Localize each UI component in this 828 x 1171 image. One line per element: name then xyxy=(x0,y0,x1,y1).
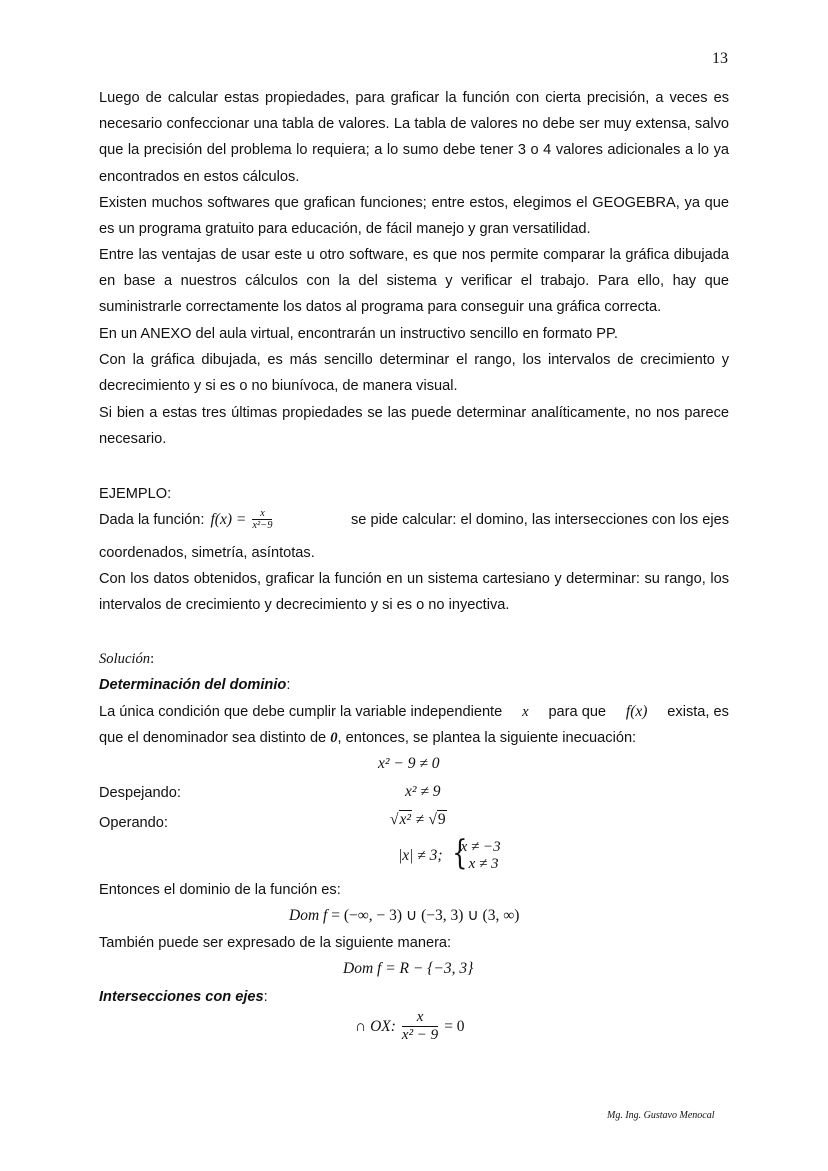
function-denominator: x²−9 xyxy=(252,520,273,532)
function-fraction xyxy=(252,508,272,532)
alt-equation-lhs: Dom f xyxy=(343,960,382,977)
domain-heading xyxy=(99,672,290,698)
condition-text-c: exista, es xyxy=(667,704,729,720)
example-intro-rest: se pide calcular: el domino, las intersecciones con los ejes xyxy=(350,512,729,528)
alt-equation-rhs: = R − {−3, 3} xyxy=(385,960,474,977)
condition-text-b: para que xyxy=(548,704,607,720)
solution-label xyxy=(99,646,154,672)
example-intro-line xyxy=(99,507,729,533)
example-heading: EJEMPLO: xyxy=(99,486,172,502)
sqrt-right xyxy=(428,811,446,829)
sqrt-right-radicand: 9 xyxy=(437,811,446,828)
domain-heading-text: Determinación del dominio xyxy=(99,677,287,693)
ox-numerator: x xyxy=(402,1010,438,1027)
sqrt-left xyxy=(390,811,412,829)
case-1: x ≠ −3 xyxy=(460,839,501,855)
condition-line2-b: , entonces, se plantea la siguiente inecuación: xyxy=(337,730,637,746)
cases-system xyxy=(451,833,501,873)
sqrt-left-radicand: x² xyxy=(399,811,412,828)
domain-intro: Entonces el dominio de la función es: xyxy=(99,882,341,898)
intersections-heading-colon: : xyxy=(263,989,268,1005)
ox-fraction xyxy=(402,1010,438,1043)
paragraph-table-of-values: Luego de calcular estas propiedades, para graficar la función con cierta precisión, a veces es necesario confeccionar una tabla de valores. La tabla de valores no debe ser muy extensa, salvo que la precisión del problema lo requiera; a lo sumo debe tener 3 o 4 valores adicionales a lo ya encontrados en estos cálculos. xyxy=(99,90,729,185)
footer-author: Mg. Ing. Gustavo Menocal xyxy=(607,1110,715,1121)
radical-symbol-icon: √ xyxy=(390,811,399,828)
condition-function: f(x) xyxy=(625,703,648,720)
paragraph-software: Existen muchos softwares que grafican funciones; entre estos, elegimos el GEOGEBRA, ya que es un programa gratuito para educación, de fácil manejo y gran versatilidad. xyxy=(99,195,729,238)
function-lhs: f(x) = xyxy=(210,511,247,528)
case-2: x ≠ 3 xyxy=(468,856,499,872)
condition-line1 xyxy=(99,699,729,725)
domain-equation-lhs: Dom f xyxy=(289,907,328,924)
solution-label-colon: : xyxy=(150,651,155,667)
domain-heading-colon: : xyxy=(286,677,291,693)
alt-domain-equation xyxy=(343,960,473,978)
intersections-heading xyxy=(99,984,268,1010)
intersections-heading-text: Intersecciones con ejes xyxy=(99,989,264,1005)
condition-zero: 0 xyxy=(330,730,338,746)
paragraph-graph-properties: Con la gráfica dibujada, es más sencillo determinar el rango, los intervalos de crecimiento y decrecimiento y si es o no biunívoca, de manera visual. xyxy=(99,352,729,395)
despejando-label: Despejando: xyxy=(99,785,181,801)
domain-equation xyxy=(289,906,519,925)
example-intro-line2: coordenados, simetría, asíntotas. xyxy=(99,545,315,561)
example-intro-start: Dada la función: xyxy=(99,512,205,528)
equation-despejando: x² ≠ 9 xyxy=(405,783,441,800)
radical-symbol-icon: √ xyxy=(428,811,437,828)
ox-label: ∩ OX: xyxy=(355,1017,396,1035)
paragraph-advantages: Entre las ventajas de usar este u otro software, es que nos permite comparar la gráfica dibujada en base a nuestros cálculos con la del sistema y verificar el trabajo. Para ello, hay que suministrarle correctamente los datos al programa para conseguir una gráfica correcta. xyxy=(99,247,729,316)
condition-text-a: La única condición que debe cumplir la variable independiente xyxy=(99,704,503,720)
paragraph-analytic: Si bien a estas tres últimas propiedades se las puede determinar analíticamente, no nos parece necesario. xyxy=(99,405,729,448)
solution-label-text: Solución xyxy=(99,651,151,667)
operando-label: Operando: xyxy=(99,815,168,831)
equation-absolute xyxy=(398,833,501,873)
condition-variable: x xyxy=(522,704,529,720)
condition-line2 xyxy=(99,725,636,751)
paragraph-annex: En un ANEXO del aula virtual, encontrarán un instructivo sencillo en formato PP. xyxy=(99,326,618,342)
domain-equation-rhs: = (−∞, − 3) ∪ (−3, 3) ∪ (3, ∞) xyxy=(331,907,520,924)
example-task: Con los datos obtenidos, graficar la función en un sistema cartesiano y determinar: su rango, los intervalos de crecimiento y decrecimiento y si es o no inyectiva. xyxy=(99,571,729,614)
ox-denominator: x² − 9 xyxy=(401,1026,439,1043)
neq-symbol: ≠ xyxy=(415,811,425,828)
alt-intro: También puede ser expresado de la siguiente manera: xyxy=(99,935,452,951)
page-number: 13 xyxy=(712,50,728,67)
ox-rhs: = 0 xyxy=(444,1017,465,1035)
left-brace-icon: { xyxy=(451,833,467,873)
absolute-value-expression: |x| ≠ 3; xyxy=(398,847,443,864)
equation-inequation: x² − 9 ≠ 0 xyxy=(378,755,440,772)
condition-line2-a: que el denominador sea distinto de xyxy=(99,730,327,746)
function-numerator: x xyxy=(252,508,272,520)
equation-operando xyxy=(390,811,447,829)
ox-intersection-equation xyxy=(355,1010,465,1043)
